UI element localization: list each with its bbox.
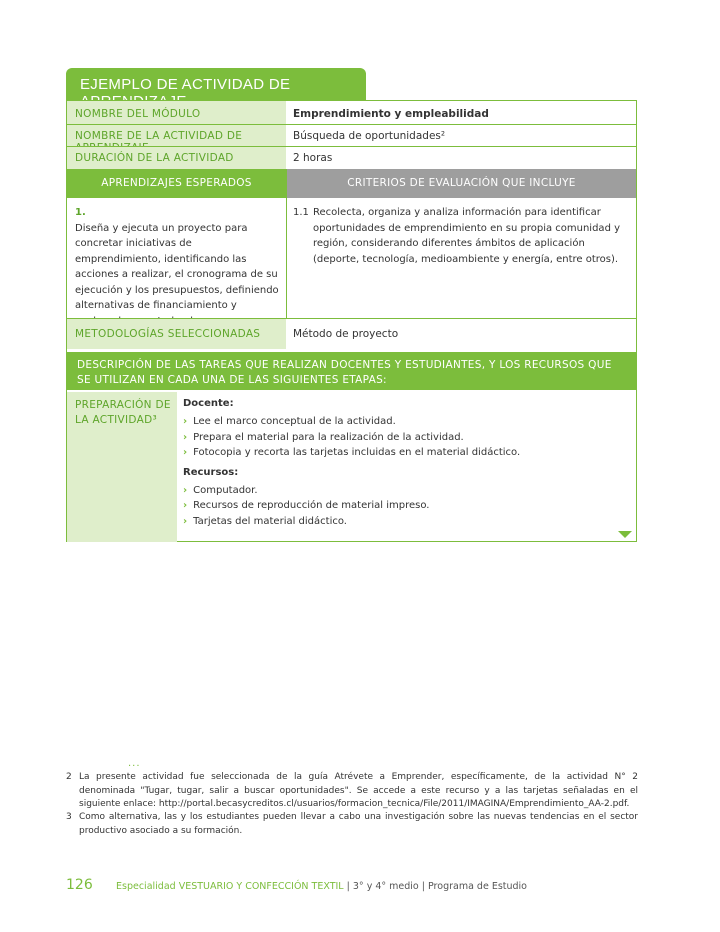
footer-text: [116, 881, 527, 892]
chevron-right-icon: ›: [183, 484, 188, 496]
activity-title: EJEMPLO DE ACTIVIDAD DE: [80, 76, 291, 93]
list-item: › Recursos de reproducción de material impreso.: [183, 500, 430, 511]
methodology-value: Método de proyecto: [293, 328, 399, 340]
list-item: › Fotocopia y recorta las tarjetas incluidas en el material didáctico.: [183, 447, 521, 458]
footer-separator: |: [346, 881, 350, 892]
resources-title: Recursos:: [183, 466, 239, 478]
preparation-body: [183, 398, 636, 535]
row-module-name: [67, 101, 636, 124]
chevron-right-icon: ›: [183, 431, 188, 443]
footnote-number: 3: [66, 812, 72, 822]
footer-separator: |: [421, 881, 425, 892]
footnote-text: Como alternativa, las y los estudiantes pueden llevar a cabo una investigación sobre las nuevas tendencias en el sector productivo asociado a su formación.: [79, 812, 638, 836]
row-activity-name: [67, 125, 636, 146]
footnote-3: [66, 811, 638, 838]
activity-card: [66, 100, 637, 542]
chevron-right-icon: ›: [183, 515, 188, 527]
continue-arrow-icon: [618, 531, 632, 538]
footer-specialty: Especialidad VESTUARIO Y CONFECCIÓN TEXTIL: [116, 881, 344, 892]
footer-program: Programa de Estudio: [428, 881, 527, 892]
tasks-description-header: DESCRIPCIÓN DE LAS TAREAS QUE REALIZAN DOCENTES Y ESTUDIANTES, Y LOS RECURSOS QUE SE UTILIZAN EN CADA UNA DE LAS SIGUIENTES ETAPAS:: [67, 352, 636, 390]
list-item: › Lee el marco conceptual de la actividad.: [183, 416, 396, 427]
chevron-right-icon: ›: [183, 447, 188, 458]
methodology-label: METODOLOGÍAS SELECCIONADAS: [67, 319, 286, 349]
module-name-label: NOMBRE DEL MÓDULO: [67, 101, 286, 124]
learning-outcome-cell: [67, 198, 286, 318]
activity-title-tab: [66, 68, 366, 101]
teacher-title: Docente:: [183, 398, 234, 409]
footnote-2: [66, 771, 638, 812]
duration-label: DURACIÓN DE LA ACTIVIDAD: [67, 147, 286, 169]
list-item: › Computador.: [183, 484, 258, 496]
activity-name-value: Búsqueda de oportunidades²: [293, 130, 446, 142]
list-item: › Tarjetas del material didáctico.: [183, 515, 347, 527]
activity-name-label: NOMBRE DE LA ACTIVIDAD DE: [67, 125, 286, 146]
duration-value: 2 horas: [293, 152, 333, 164]
criterion-text: Recolecta, organiza y analiza información para identificar oportunidades de emprendimiento en su propia comunidad y región, considerando diferentes ámbitos de aplicación (deporte, tecnología, medioambiente y energía, entre otros).: [313, 207, 621, 265]
footer-grade: 3° y 4° medio: [352, 881, 419, 892]
criterion-number: 1.1: [293, 207, 309, 218]
criterion-cell: [287, 198, 636, 318]
footnote-separator: ...: [128, 758, 141, 769]
evaluation-criteria-header: CRITERIOS DE EVALUACIÓN QUE INCLUYE: [287, 169, 636, 198]
teacher-list: [183, 414, 636, 461]
chevron-right-icon: ›: [183, 416, 188, 427]
resources-list: [183, 483, 636, 530]
preparation-label: PREPARACIÓN DE LA ACTIVIDAD³: [67, 392, 177, 542]
list-item: › Prepara el material para la realización de la actividad.: [183, 431, 464, 443]
row-duration: [67, 147, 636, 169]
footnote-text: La presente actividad fue seleccionada de la guía Atrévete a Emprender, específicamente, de la actividad N° 2 denominada "Tugar, tugar, salir a buscar oportunidades". Se accede a este recurso y a las tarjetas señaladas en el siguiente enlace: http://portal.becasycreditos.cl/usuarios/formacion_tecnica/File/2011/IMAGINA/Emprendimiento_AA-2.pdf.: [79, 772, 638, 809]
page-footer: [66, 878, 646, 896]
page-number: 126: [66, 877, 93, 893]
learning-outcomes-header: APRENDIZAJES ESPERADOS: [67, 169, 286, 198]
learning-outcome-text: Diseña y ejecuta un proyecto para concretar iniciativas de emprendimiento, identificando las acciones a realizar, el cronograma de su ejecución y los presupuestos, definiendo alternativas de financiamiento y: [75, 222, 279, 311]
footnote-number: 2: [66, 772, 72, 782]
module-name-value: Emprendimiento y empleabilidad: [293, 108, 489, 120]
learning-outcome-number: 1.: [75, 207, 86, 218]
row-methodology: [67, 319, 636, 349]
chevron-right-icon: ›: [183, 500, 188, 511]
